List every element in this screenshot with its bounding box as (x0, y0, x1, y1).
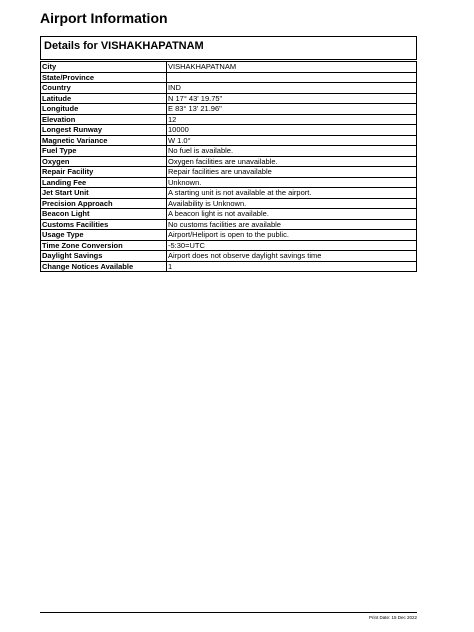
details-header-box (40, 36, 417, 60)
row-label: Elevation (41, 114, 167, 125)
table-row (41, 104, 417, 115)
table-row (41, 135, 417, 146)
table-row (41, 72, 417, 83)
row-label: Landing Fee (41, 177, 167, 188)
print-date: Print Date: 15 Dec 2022 (368, 615, 417, 620)
row-value: No fuel is available. (167, 146, 417, 157)
row-label: State/Province (41, 72, 167, 83)
row-label: Time Zone Conversion (41, 240, 167, 251)
row-value: Unknown. (167, 177, 417, 188)
row-value: -5:30=UTC (167, 240, 417, 251)
table-row (41, 93, 417, 104)
footer-divider (40, 612, 417, 613)
page-title: Airport Information (40, 10, 168, 26)
table-row (41, 240, 417, 251)
row-value: A starting unit is not available at the airport. (167, 188, 417, 199)
row-value: A beacon light is not available. (167, 209, 417, 220)
row-label: Beacon Light (41, 209, 167, 220)
row-label: Longest Runway (41, 125, 167, 136)
row-label: Precision Approach (41, 198, 167, 209)
row-label: Jet Start Unit (41, 188, 167, 199)
table-row (41, 83, 417, 94)
row-value: IND (167, 83, 417, 94)
row-label: Latitude (41, 93, 167, 104)
row-value: No customs facilities are available (167, 219, 417, 230)
table-row (41, 261, 417, 272)
row-label: City (41, 62, 167, 73)
row-value: E 83° 13' 21.96" (167, 104, 417, 115)
row-value (167, 72, 417, 83)
row-label: Magnetic Variance (41, 135, 167, 146)
table-row (41, 230, 417, 241)
row-label: Daylight Savings (41, 251, 167, 262)
row-value: W 1.0° (167, 135, 417, 146)
row-value: N 17° 43' 19.75" (167, 93, 417, 104)
table-row (41, 114, 417, 125)
row-value: Airport does not observe daylight savings time (167, 251, 417, 262)
table-row (41, 219, 417, 230)
row-label: Customs Facilities (41, 219, 167, 230)
row-label: Longitude (41, 104, 167, 115)
table-row (41, 156, 417, 167)
row-label: Change Notices Available (41, 261, 167, 272)
row-value: 12 (167, 114, 417, 125)
table-row (41, 125, 417, 136)
airport-details-table (40, 61, 417, 272)
row-label: Fuel Type (41, 146, 167, 157)
row-value: VISHAKHAPATNAM (167, 62, 417, 73)
row-label: Oxygen (41, 156, 167, 167)
table-row (41, 167, 417, 178)
row-value: 1 (167, 261, 417, 272)
row-label: Usage Type (41, 230, 167, 241)
table-row (41, 188, 417, 199)
row-label: Country (41, 83, 167, 94)
table-row (41, 251, 417, 262)
table-row (41, 146, 417, 157)
row-value: Airport/Heliport is open to the public. (167, 230, 417, 241)
table-row (41, 198, 417, 209)
row-value: 10000 (167, 125, 417, 136)
row-value: Oxygen facilities are unavailable. (167, 156, 417, 167)
table-row (41, 62, 417, 73)
row-value: Availability is Unknown. (167, 198, 417, 209)
row-value: Repair facilities are unavailable (167, 167, 417, 178)
table-row (41, 177, 417, 188)
table-row (41, 209, 417, 220)
details-heading: Details for VISHAKHAPATNAM (44, 40, 204, 52)
row-label: Repair Facility (41, 167, 167, 178)
